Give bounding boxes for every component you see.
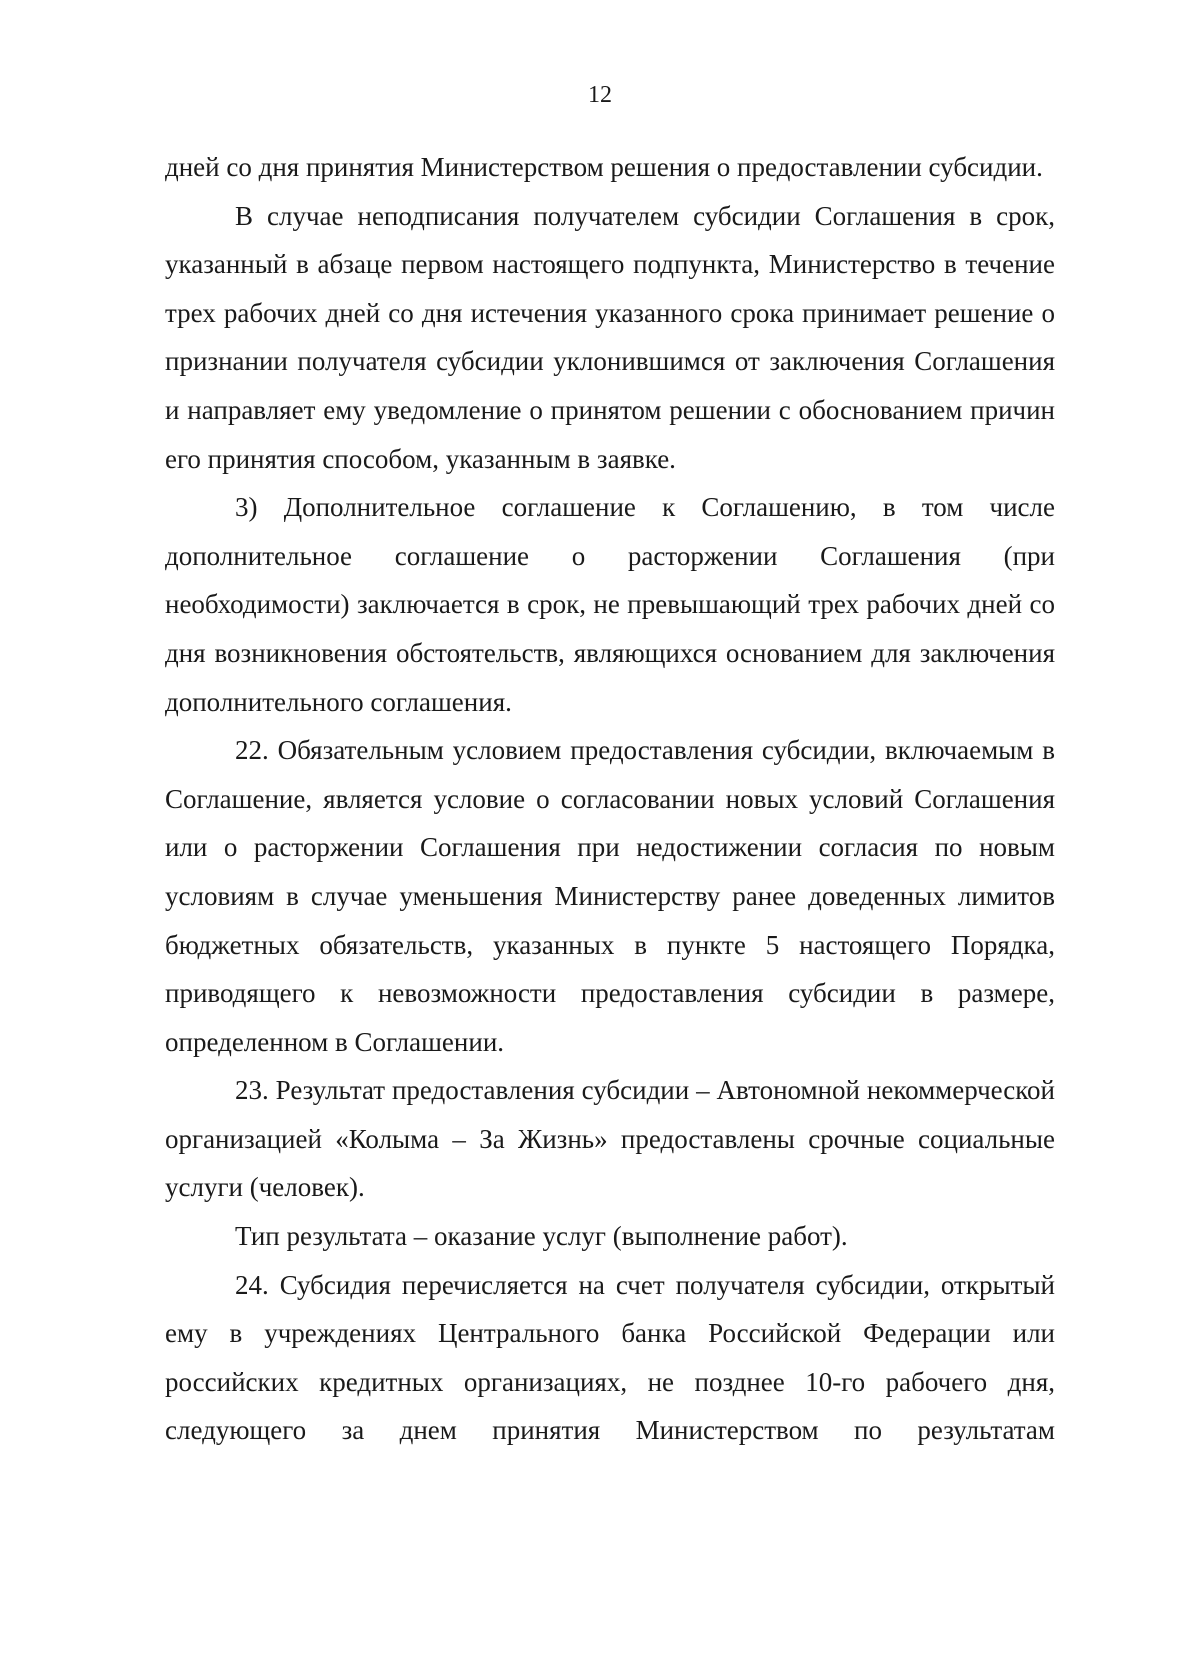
document-body [165,143,1055,1455]
paragraph-refusal-to-sign: В случае неподписания получателем субсидии Соглашения в срок, указанный в абзаце первом настоящего подпункта, Министерство в течение трех рабочих дней со дня истечения указанного срока принимает решение о признании получателя субсидии уклонившимся от заключения Соглашения и направляет ему уведомление о принятом решении с обоснованием причин его принятия способом, указанным в заявке. [165,200,1055,474]
paragraph-result-type: Тип результата – оказание услуг (выполнение работ). [235,1221,848,1252]
paragraph-item-22: 22. Обязательным условием предоставления субсидии, включаемым в Соглашение, является условие о согласовании новых условий Соглашения или о расторжении Соглашения при недостижении согласия по новым условиям в случае уменьшения Министерству ранее доведенных лимитов бюджетных обязательств, указанных в пункте 5 настоящего Порядка, приводящего к невозможности предоставления субсидии в размере, определенном в Соглашении. [165,735,1055,1057]
paragraph-item-23: 23. Результат предоставления субсидии – Автономной некоммерческой организацией «Колыма – За Жизнь» предоставлены срочные социальные услуги (человек). [165,1075,1055,1203]
paragraph-continuation: дней со дня принятия Министерством решения о предоставлении субсидии. [165,152,1043,182]
page-number: 12 [588,82,612,108]
paragraph-item-24: 24. Субсидия перечисляется на счет получателя субсидии, открытый ему в учреждениях Центрального банка Российской Федерации или российских кредитных организациях, не позднее 10-го рабочего дня, следующего за днем принятия Министерством по результатам [165,1269,1055,1446]
paragraph-item-3: 3) Дополнительное соглашение к Соглашению, в том числе дополнительное соглашение о расторжении Соглашения (при необходимости) заключается в срок, не превышающий трех рабочих дней со дня возникновения обстоятельств, являющихся основанием для заключения дополнительного соглашения. [165,492,1055,717]
